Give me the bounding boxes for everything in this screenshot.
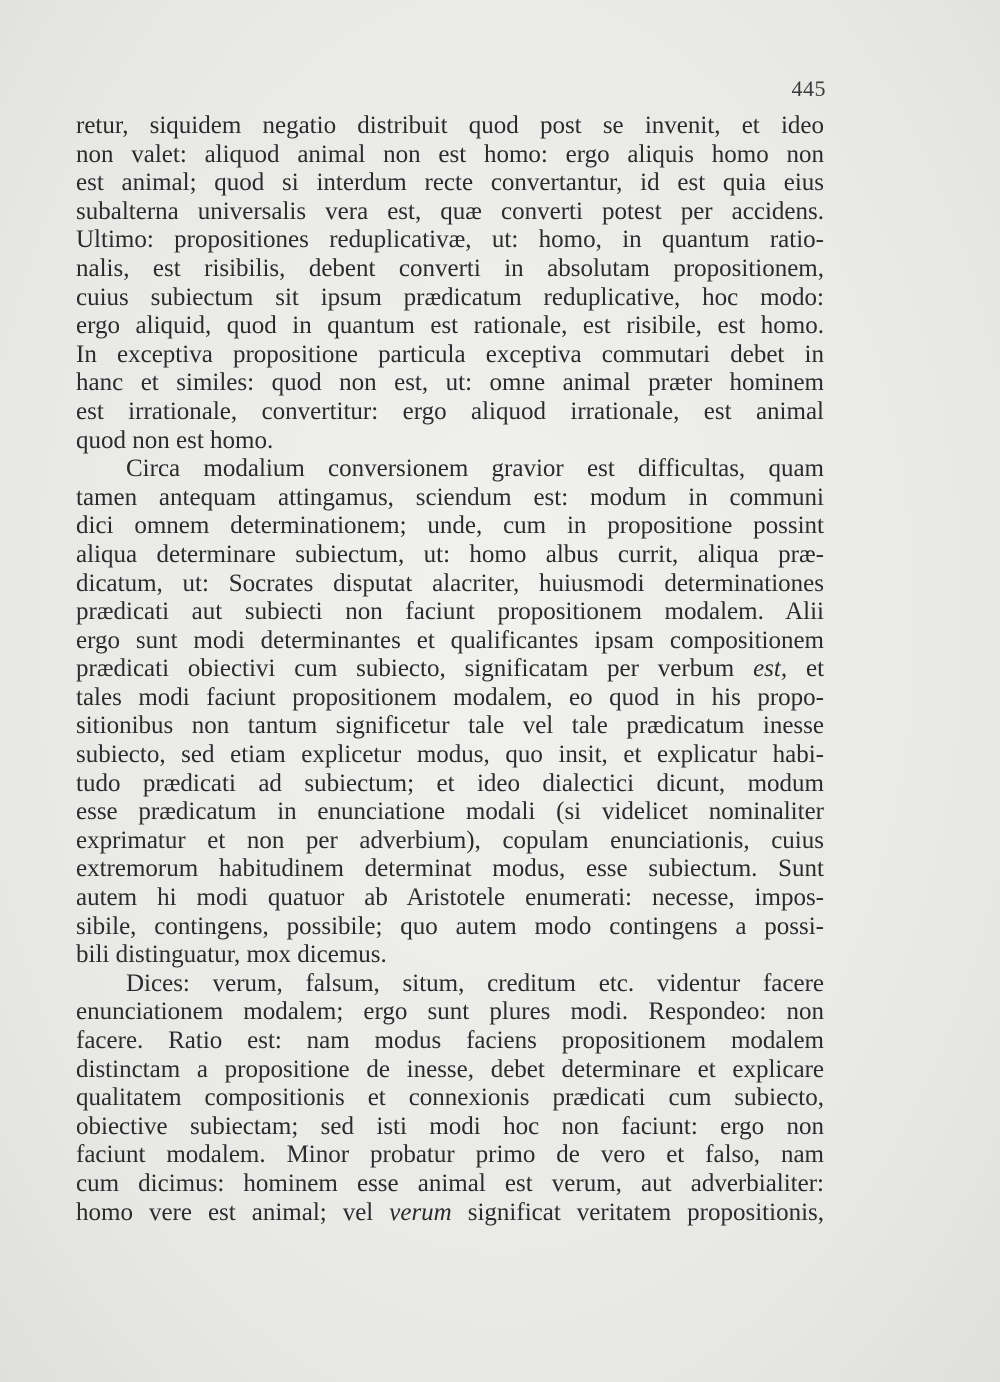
text-line-content: Dices: verum, falsum, situm, creditum etc. videntur facere xyxy=(126,969,824,997)
text-line-content: tales modi faciunt propositionem modalem, eo quod in his propo- xyxy=(76,683,824,711)
text-line xyxy=(76,998,824,1027)
text-line-content: homo vere est animal; vel xyxy=(76,1198,374,1226)
text-line-content: exprimatur et non per adverbium), copulam enunciationis, cuius xyxy=(76,826,824,854)
text-line-content: enunciationem modalem; ergo sunt plures modi. Respondeo: non xyxy=(76,998,824,1026)
text-line xyxy=(76,712,824,741)
text-line xyxy=(76,1027,824,1056)
text-line-content: extremorum habitudinem determinat modus, esse subiectum. Sunt xyxy=(76,855,824,883)
text-line-content: distinctam a propositione de inesse, debet determinare et explicare xyxy=(76,1055,824,1083)
text-line-content: prædicati aut subiecti non faciunt propositionem modalem. Alii xyxy=(76,598,824,626)
text-line-content: hanc et similes: quod non est, ut: omne animal præter hominem xyxy=(76,369,824,397)
text-line-content: non valet: aliquod animal non est homo: ergo aliquis homo non xyxy=(76,140,824,168)
text-line-content: ergo aliquid, quod in quantum est rationale, est risibile, est homo. xyxy=(76,312,824,340)
text-line-content: facere. Ratio est: nam modus faciens propositionem modalem xyxy=(76,1027,824,1054)
text-line-content: sitionibus non tantum significetur tale vel tale prædicatum inesse xyxy=(76,712,824,740)
text-line-content: sibile, contingens, possibile; quo autem modo contingens a possi- xyxy=(76,912,824,940)
text-line xyxy=(76,827,824,856)
text-line-content: bili distinguatur, mox dicemus. xyxy=(76,941,387,969)
text-line xyxy=(76,1056,824,1085)
text-line-content: quod non est homo. xyxy=(76,426,274,454)
text-line-content: subalterna universalis vera est, quæ converti potest per accidens. xyxy=(76,197,824,225)
text-line xyxy=(76,226,824,255)
text-line-content: ergo sunt modi determinantes et qualificantes ipsam compositionem xyxy=(76,626,824,654)
text-line xyxy=(76,141,824,170)
text-line-content: prædicati obiectivi cum subiecto, significatam per verbum xyxy=(76,655,735,683)
text-line xyxy=(76,1199,824,1228)
text-line xyxy=(76,455,824,484)
page-number: 445 xyxy=(791,76,826,101)
text-line-content: tudo prædicati ad subiectum; et ideo dialectici dicunt, modum xyxy=(76,769,824,797)
text-line xyxy=(76,427,824,456)
text-line-content: tamen antequam attingamus, sciendum est: modum in communi xyxy=(76,483,824,511)
text-line-content: dicatum, ut: Socrates disputat alacriter, huiusmodi determinationes xyxy=(76,569,824,597)
text-line xyxy=(76,169,824,198)
text-line xyxy=(76,1170,824,1199)
text-line xyxy=(76,970,824,999)
text-line xyxy=(76,770,824,799)
text-line-content: obiective subiectam; sed isti modi hoc non faciunt: ergo non xyxy=(76,1112,824,1140)
text-line xyxy=(76,884,824,913)
text-line xyxy=(76,913,824,942)
text-line xyxy=(76,684,824,713)
text-line-content: Circa modalium conversionem gravior est difficultas, quam xyxy=(126,455,824,483)
text-line xyxy=(76,484,824,513)
text-line xyxy=(76,112,824,141)
text-line xyxy=(76,798,824,827)
text-line-content: faciunt modalem. Minor probatur primo de vero et falso, nam xyxy=(76,1141,824,1169)
text-line xyxy=(76,941,824,970)
text-line-tail: et xyxy=(805,655,825,683)
text-line xyxy=(76,1084,824,1113)
text-line xyxy=(76,855,824,884)
text-line-content: cum dicimus: hominem esse animal est verum, aut adverbialiter: xyxy=(76,1169,824,1197)
text-line-tail: significat veritatem propositionis, xyxy=(467,1198,824,1226)
italic-word: verum xyxy=(389,1198,452,1226)
text-line xyxy=(76,598,824,627)
text-line xyxy=(76,570,824,599)
text-line xyxy=(76,255,824,284)
text-line-content: qualitatem compositionis et connexionis prædicati cum subiecto, xyxy=(76,1084,824,1112)
body-text xyxy=(76,112,824,1227)
text-line-content: dici omnem determinationem; unde, cum in propositione possint xyxy=(76,512,824,540)
text-line-content: aliqua determinare subiectum, ut: homo albus currit, aliqua præ- xyxy=(76,540,824,568)
text-line xyxy=(76,1141,824,1170)
text-line xyxy=(76,341,824,370)
text-line xyxy=(76,1113,824,1142)
text-line xyxy=(76,512,824,541)
text-line-content: subiecto, sed etiam explicetur modus, quo insit, et explicatur habi- xyxy=(76,741,824,769)
text-line xyxy=(76,198,824,227)
text-line xyxy=(76,541,824,570)
text-line xyxy=(76,627,824,656)
italic-word: est, xyxy=(753,655,788,683)
text-line-content: Ultimo: propositiones reduplicativæ, ut: homo, in quantum ratio- xyxy=(76,226,824,254)
text-line-content: est irrationale, convertitur: ergo aliquod irrationale, est animal xyxy=(76,397,824,425)
text-line-content: nalis, est risibilis, debent converti in absolutam propositionem, xyxy=(76,254,824,282)
text-line-content: cuius subiectum sit ipsum prædicatum reduplicative, hoc modo: xyxy=(76,283,824,311)
text-line-content: est animal; quod si interdum recte convertantur, id est quia eius xyxy=(76,169,824,197)
text-line-content: In exceptiva propositione particula exceptiva commutari debet in xyxy=(76,340,824,368)
text-line xyxy=(76,398,824,427)
text-line-content: autem hi modi quatuor ab Aristotele enumerati: necesse, impos- xyxy=(76,884,824,912)
text-line xyxy=(76,312,824,341)
text-line xyxy=(76,369,824,398)
text-line xyxy=(76,741,824,770)
text-line-content: retur, siquidem negatio distribuit quod post se invenit, et ideo xyxy=(76,112,824,139)
text-line xyxy=(76,655,824,684)
text-line-content: esse prædicatum in enunciatione modali (si videlicet nominaliter xyxy=(76,798,824,826)
text-line xyxy=(76,284,824,313)
